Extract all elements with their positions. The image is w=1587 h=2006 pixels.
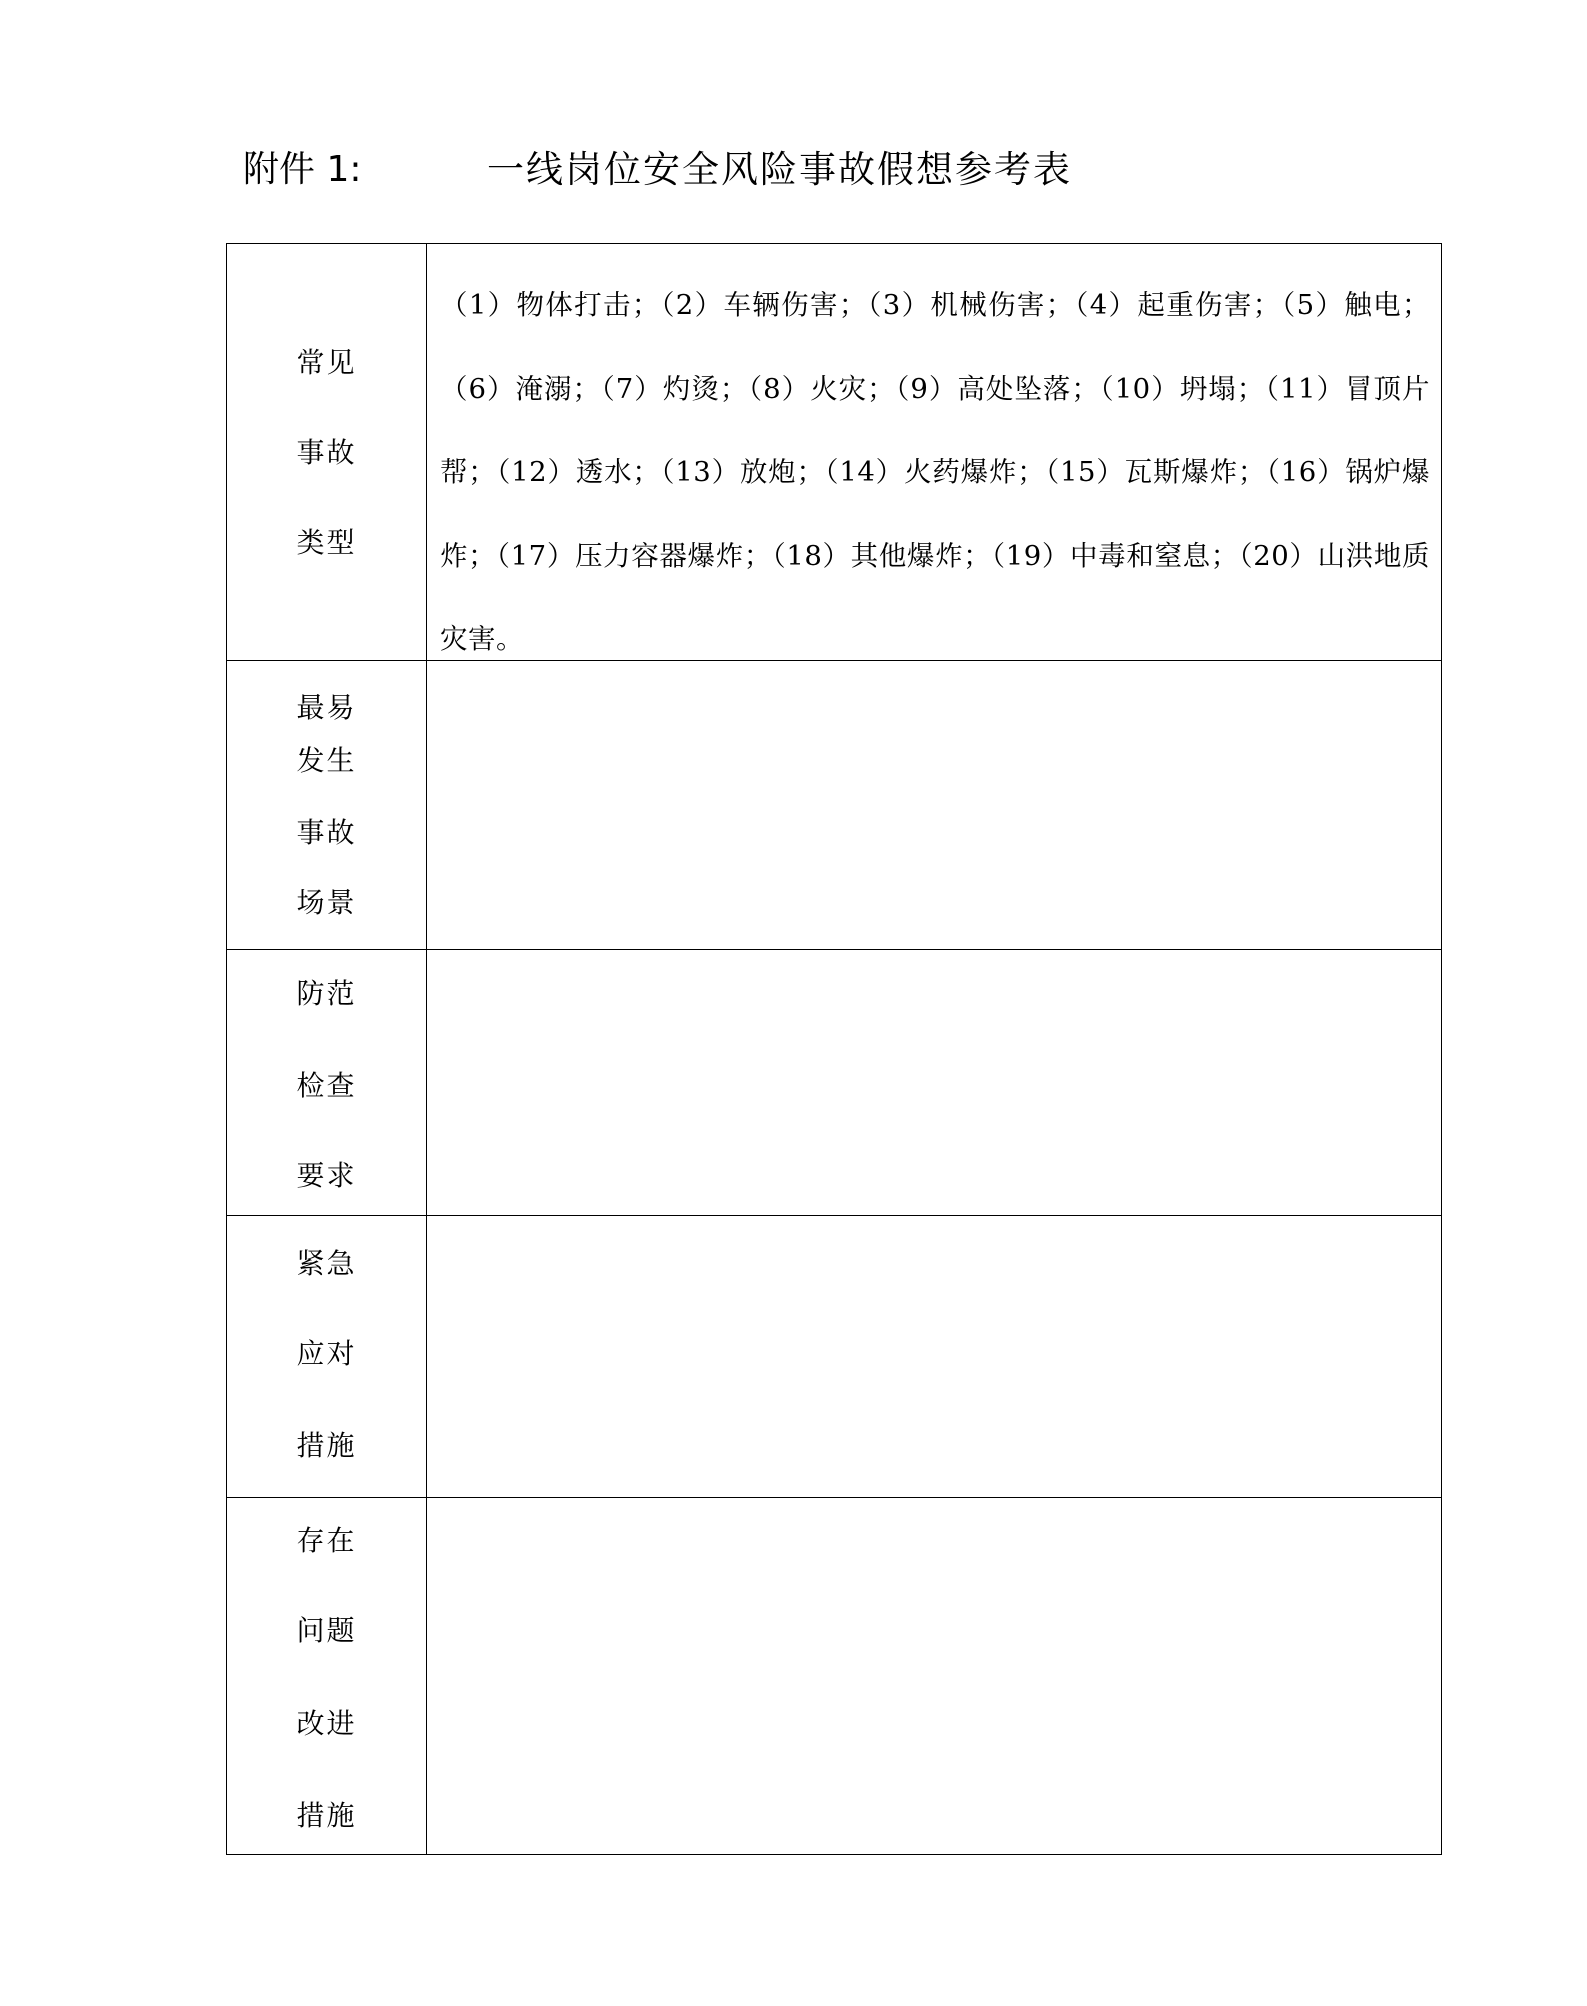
row-label-line: 问题 [296,1614,357,1647]
accident-types-text: （1）物体打击；（2）车辆伤害；（3）机械伤害；（4）起重伤害；（5）触电；（6）淹溺；（7）灼烫；（8）火灾；（9）高处坠落；（10）坍塌；（11）冒顶片帮；（12）透水；（13）放炮；（14）火药爆炸；（15）瓦斯爆炸；（16）锅炉爆炸；（17）压力容器爆炸；（18）其他爆炸；（19）中毒和窒息；（20）山洪地质灾害。 [440,289,1430,655]
improvement-measures-input-cell[interactable] [427,1498,1441,1854]
row-label-line: 存在 [296,1524,357,1557]
row-label-line: 改进 [296,1707,357,1740]
row-label-line: 类型 [296,526,357,559]
row-label-line: 场景 [296,886,357,919]
row-label-line: 发生 [296,744,357,777]
row-label-line: 要求 [296,1159,357,1192]
row-label-line: 措施 [296,1799,357,1832]
row-label-line: 事故 [296,436,357,469]
row-label-line: 最易 [296,691,357,724]
row-label-line: 事故 [296,816,357,849]
row-label-line: 检查 [296,1069,357,1102]
emergency-measures-input-cell[interactable] [427,1216,1441,1497]
document-title: 一线岗位安全风险事故假想参考表 [487,148,1072,191]
row-label-line: 紧急 [296,1247,357,1280]
attachment-label: 附件 1: [243,149,362,190]
row-label-line: 应对 [296,1337,357,1370]
likely-scenarios-input-cell[interactable] [427,661,1441,949]
risk-reference-table [226,243,1442,1855]
prevention-requirements-input-cell[interactable] [427,950,1441,1215]
row-label-line: 措施 [296,1429,357,1462]
row-label-line: 防范 [296,977,357,1010]
row-label-line: 常见 [296,346,357,379]
